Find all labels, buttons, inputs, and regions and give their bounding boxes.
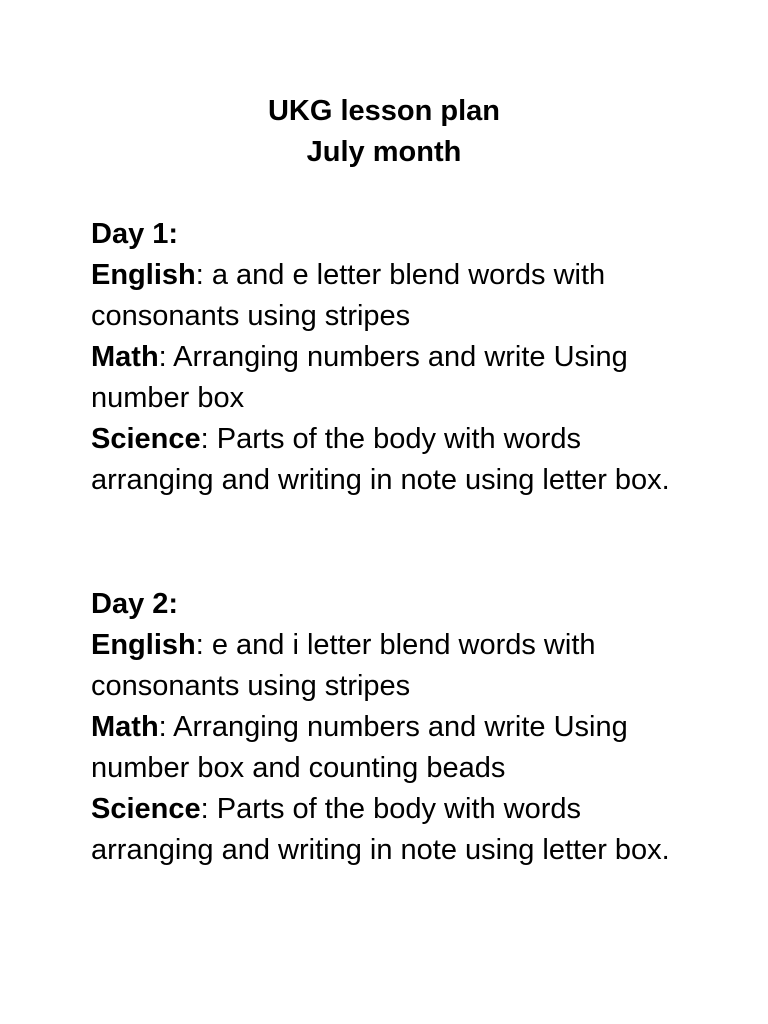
day-2-english-entry <box>91 625 701 707</box>
day-2-science-entry <box>91 789 701 871</box>
title-line-1: UKG lesson plan <box>267 95 501 127</box>
day-2-heading: Day 2: <box>91 588 179 620</box>
day-1-section <box>91 214 701 501</box>
subject-label-science: Science <box>91 793 201 825</box>
subject-label-english: English <box>91 259 196 291</box>
entry-text: : Arranging numbers and write Using number box <box>91 341 628 414</box>
day-2-math-entry <box>91 707 701 789</box>
subject-label-math: Math <box>91 341 159 373</box>
day-1-science-entry <box>91 419 701 501</box>
day-1-english-entry <box>91 255 701 337</box>
day-1-math-entry <box>91 337 701 419</box>
entry-text: : e and i letter blend words with consonants using stripes <box>91 629 596 702</box>
entry-text: : Arranging numbers and write Using number box and counting beads <box>91 711 628 784</box>
day-2-section <box>91 584 701 871</box>
subject-label-math: Math <box>91 711 159 743</box>
day-1-heading: Day 1: <box>91 218 179 250</box>
subject-label-english: English <box>91 629 196 661</box>
title-line-2: July month <box>306 136 462 168</box>
entry-text: : Parts of the body with words arranging and writing in note using letter box. <box>91 793 670 866</box>
subject-label-science: Science <box>91 423 201 455</box>
entry-text: : Parts of the body with words arranging and writing in note using letter box. <box>91 423 670 496</box>
entry-text: : a and e letter blend words with consonants using stripes <box>91 259 606 332</box>
document-title <box>0 91 768 173</box>
